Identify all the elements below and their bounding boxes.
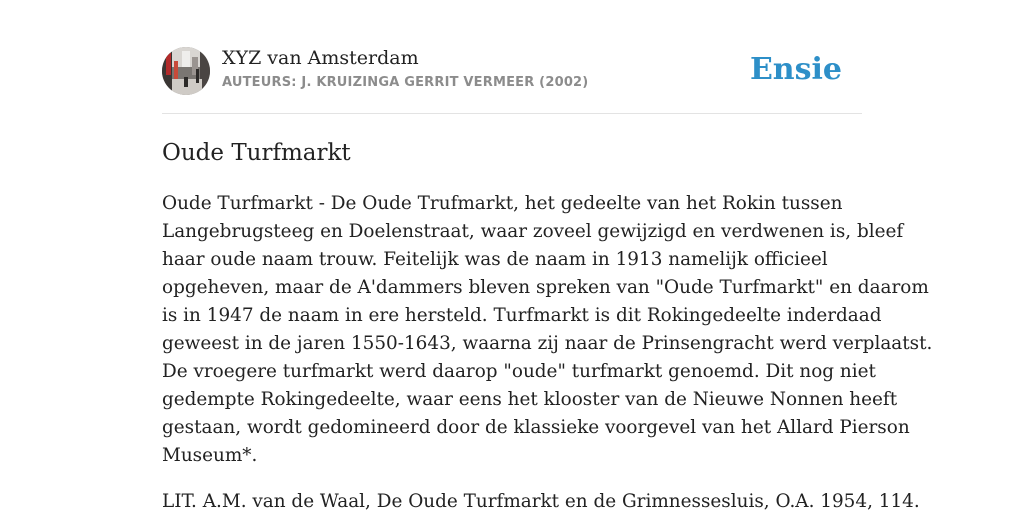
body-line: gedempte Rokingedeelte, waar eens het klooster van de Nieuwe Nonnen heeft [162, 389, 898, 410]
body-line: haar oude naam trouw. Feitelijk was de naam in 1913 namelijk officieel [162, 249, 828, 270]
body-line: gestaan, wordt gedomineerd door de klassieke voorgevel van het Allard Pierson [162, 417, 910, 438]
street-photo-avatar-icon [162, 47, 210, 95]
ensie-logo[interactable]: Ensie [749, 52, 842, 87]
entry-title: Oude Turfmarkt [162, 140, 351, 166]
body-line: opgeheven, maar de A'dammers bleven spreken van "Oude Turfmarkt" en daarom [162, 277, 929, 298]
body-line: De vroegere turfmarkt werd daarop "oude" turfmarkt genoemd. Dit nog niet [162, 361, 876, 382]
source-title[interactable]: XYZ van Amsterdam [222, 47, 419, 69]
source-avatar[interactable] [162, 47, 210, 95]
literature-reference: LIT. A.M. van de Waal, De Oude Turfmarkt en de Grimnessesluis, O.A. 1954, 114. [162, 491, 920, 512]
source-header [162, 46, 862, 96]
body-line: is in 1947 de naam in ere hersteld. Turfmarkt is dit Rokingedeelte inderdaad [162, 305, 882, 326]
header-divider [162, 113, 862, 114]
body-line: geweest in de jaren 1550-1643, waarna zij naar de Prinsengracht werd verplaatst. [162, 333, 933, 354]
body-line: Museum*. [162, 445, 258, 466]
body-line: Langebrugsteeg en Doelenstraat, waar zoveel gewijzigd en verdwenen is, bleef [162, 221, 904, 242]
body-line: Oude Turfmarkt - De Oude Trufmarkt, het gedeelte van het Rokin tussen [162, 193, 843, 214]
entry-body [162, 190, 933, 470]
source-authors: AUTEURS: J. KRUIZINGA GERRIT VERMEER (2002) [222, 75, 589, 90]
